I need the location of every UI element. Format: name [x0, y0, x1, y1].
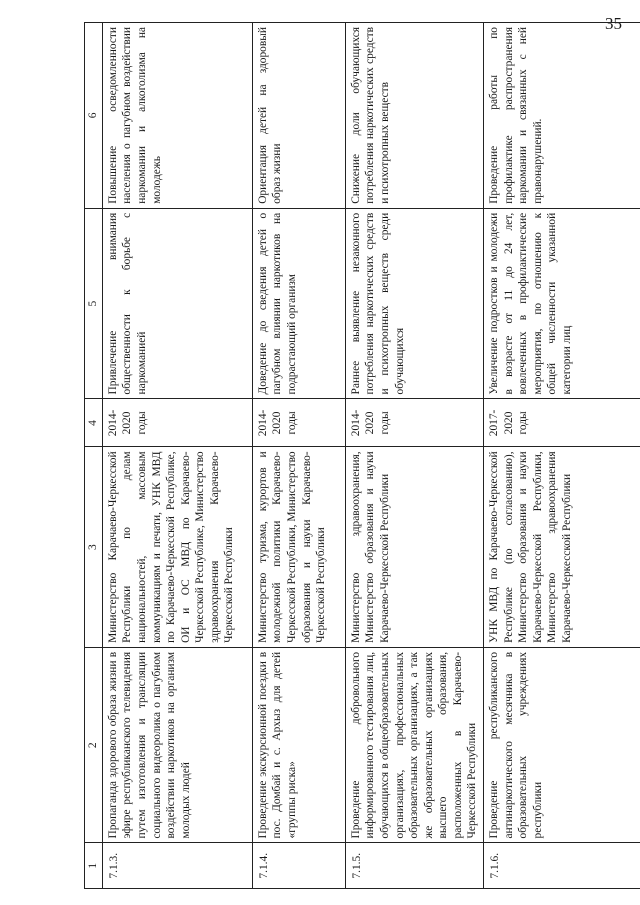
activity-cell: Проведение добровольного информированного тестирования лиц, обучающихся в общеобразовательных организациях, профессиональных образовательных организациях, а так же образовательных организациях высшего образования, расположенных в Карачаево-Черкесской Республики	[345, 647, 483, 843]
rotated-table-container	[84, 22, 640, 889]
column-header: 6	[85, 23, 103, 209]
table-row	[345, 23, 483, 889]
rotated-table-frame	[84, 22, 640, 889]
executors-cell: УНК МВД по Карачаево-Черкесской Республике (по согласованию), Министерство образования и науки Карачаево-Черкесской Республики, Министерство здравоохранения Карачаево-Черкесской Республики	[484, 447, 640, 648]
table-row	[102, 23, 252, 889]
effect-cell: Снижение доли обучающихся потребления наркотических средств и психотропных веществ	[345, 23, 483, 209]
period-cell: 2014-2020 годы	[252, 399, 345, 447]
result-cell: Раннее выявление незаконного потребления наркотических средств и психотропных веществ среди обучающихся	[345, 208, 483, 399]
effect-cell: Ориентация детей на здоровый образ жизни	[252, 23, 345, 209]
page-number: 35	[605, 14, 622, 33]
row-number: 7.1.6.	[484, 843, 640, 889]
column-header: 5	[85, 208, 103, 399]
row-number: 7.1.3.	[102, 843, 252, 889]
table-row	[484, 23, 640, 889]
effect-cell: Повышение осведомленности населения о пагубном воздействии наркомании и алкоголизма на молодежь	[102, 23, 252, 209]
column-header: 3	[85, 447, 103, 648]
period-cell: 2014-2020 годы	[102, 399, 252, 447]
result-cell: Доведение до сведения детей о пагубном влиянии наркотиков на подрастающий организм	[252, 208, 345, 399]
result-cell: Увеличение подростков и молодежи в возрасте от 11 до 24 лет, вовлеченных в профилактические мероприятия, по отношению к общей численности указанной категории лиц	[484, 208, 640, 399]
period-cell: 2014-2020 годы	[345, 399, 483, 447]
header-row	[85, 23, 103, 889]
effect-cell: Проведение работы по профилактике распространения наркомании и связанных с ней правонарушений.	[484, 23, 640, 209]
row-number: 7.1.4.	[252, 843, 345, 889]
activity-cell: Проведение экскурсионной поездки в пос. Домбай и с. Архыз для детей «группы риска»	[252, 647, 345, 843]
executors-cell: Министерство здравоохранения, Министерство образования и науки Карачаево-Черкесской Республики	[345, 447, 483, 648]
activity-cell: Проведение республиканского антинаркотического месячника в образовательных учреждениях республики	[484, 647, 640, 843]
activity-cell: Пропаганда здорового образа жизни в эфире республиканского телевидения путем изготовления и трансляции социального видеоролика о пагубном воздействии наркотиков на организм молодых людей	[102, 647, 252, 843]
table-row	[252, 23, 345, 889]
executors-cell: Министерство туризма, курортов и молодежной политики Карачаево-Черкесской Республики, Министерство образования и науки Карачаево-Черкесской Республики	[252, 447, 345, 648]
executors-cell: Министерство Карачаево-Черкесской Республики по делам национальностей, массовым коммуникациям и печати, УНК МВД по Карачаево-Черкесской Республике, ОИ и ОС МВД по Карачаево-Черкесской Республике, Министерство здравоохранения Карачаево-Черкесской Республики	[102, 447, 252, 648]
column-header: 2	[85, 647, 103, 843]
period-cell: 2017-2020 годы	[484, 399, 640, 447]
row-number: 7.1.5.	[345, 843, 483, 889]
column-header: 4	[85, 399, 103, 447]
column-header: 1	[85, 843, 103, 889]
result-cell: Привлечение внимания общественности к борьбе с наркоманией	[102, 208, 252, 399]
program-activities-table	[84, 22, 640, 889]
